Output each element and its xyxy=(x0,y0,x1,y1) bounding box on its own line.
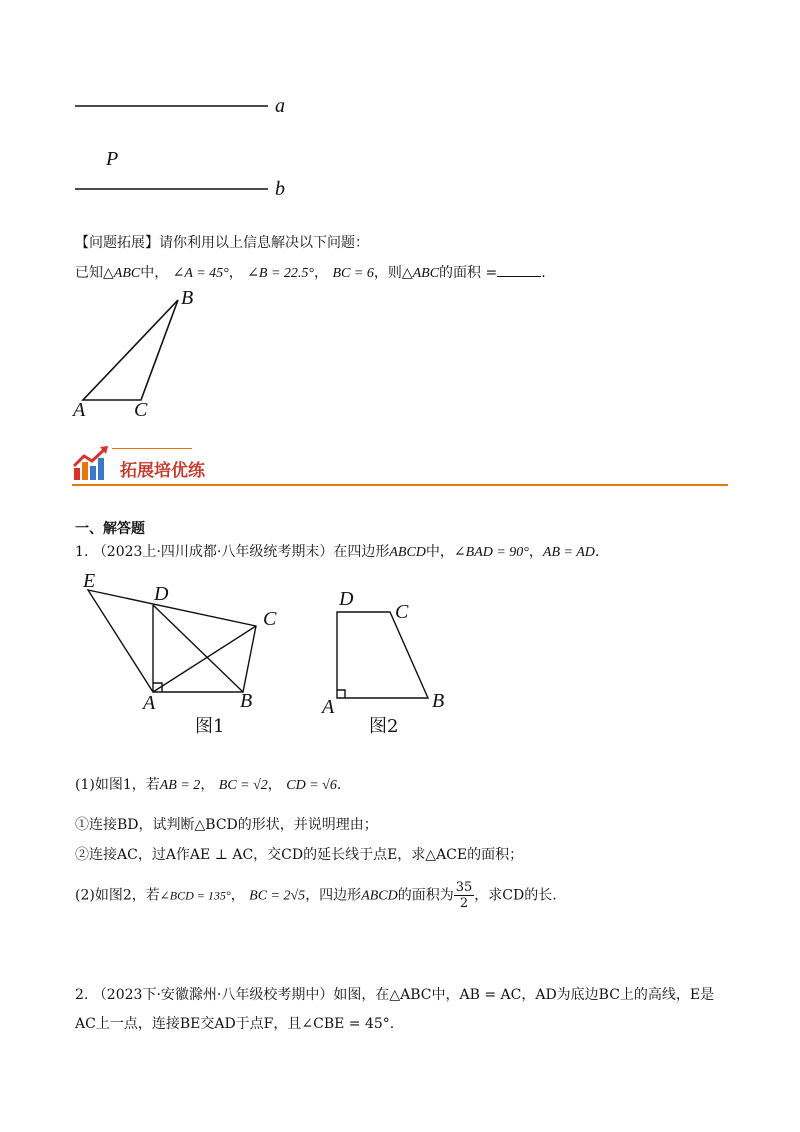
fig1-label-c: C xyxy=(263,608,277,630)
q2-line1: 2. （2023下·安徽滁州·八年级校考期中）如图，在△ABC中，AB = AC，AD为底边BC上的高线，E是 xyxy=(75,987,715,1003)
banner-title: 拓展培优练 xyxy=(120,461,205,481)
section-title: 一、解答题 xyxy=(75,520,145,536)
triangle-vertex-a: A xyxy=(73,399,86,421)
extension-heading: 【问题拓展】请你利用以上信息解决以下问题： xyxy=(75,235,369,251)
fig1-caption: 图1 xyxy=(195,716,225,737)
q2-line2: AC上一点，连接BE交AD于点F，且∠CBE = 45°. xyxy=(75,1016,395,1032)
q1-stem: 1. （2023上·四川成都·八年级统考期末）在四边形ABCD中，∠BAD = 90°，AB = AD. xyxy=(75,544,600,560)
point-p-label: P xyxy=(106,148,119,170)
extension-problem: 已知△ABC中， ∠A = 45°， ∠B = 22.5°， BC = 6，则△ABC的面积 = . xyxy=(75,262,546,284)
fig2-caption: 图2 xyxy=(369,716,399,737)
fig1-label-d: D xyxy=(154,583,169,605)
fig2-label-a: A xyxy=(322,696,335,718)
q1-sub1: ①连接BD，试判断△BCD的形状，并说明理由； xyxy=(75,817,378,833)
fig2-label-c: C xyxy=(395,601,409,623)
line-a-label: a xyxy=(275,95,285,117)
fig2-label-d: D xyxy=(339,588,354,610)
triangle-vertex-b: B xyxy=(181,287,194,309)
q1-sub2: ②连接AC，过A作AE ⊥ AC，交CD的延长线于点E，求△ACE的面积； xyxy=(75,847,524,863)
fig1-label-b: B xyxy=(240,690,253,712)
fig2-label-b: B xyxy=(432,690,445,712)
q1-part1: (1)如图1，若AB = 2， BC = √2， CD = √6. xyxy=(75,777,342,793)
area-fraction: $\frac{35}{2}$ xyxy=(455,880,473,911)
q1-part2: (2)如图2，若∠BCD = 135°， BC = 2√5，四边形ABCD的面积为 $\frac{35}{2}$ ，求CD的长. xyxy=(75,880,557,911)
line-b-label: b xyxy=(275,178,285,200)
fig1-label-a: A xyxy=(143,692,156,714)
fig1-label-e: E xyxy=(83,570,96,592)
triangle-vertex-c: C xyxy=(134,399,148,421)
